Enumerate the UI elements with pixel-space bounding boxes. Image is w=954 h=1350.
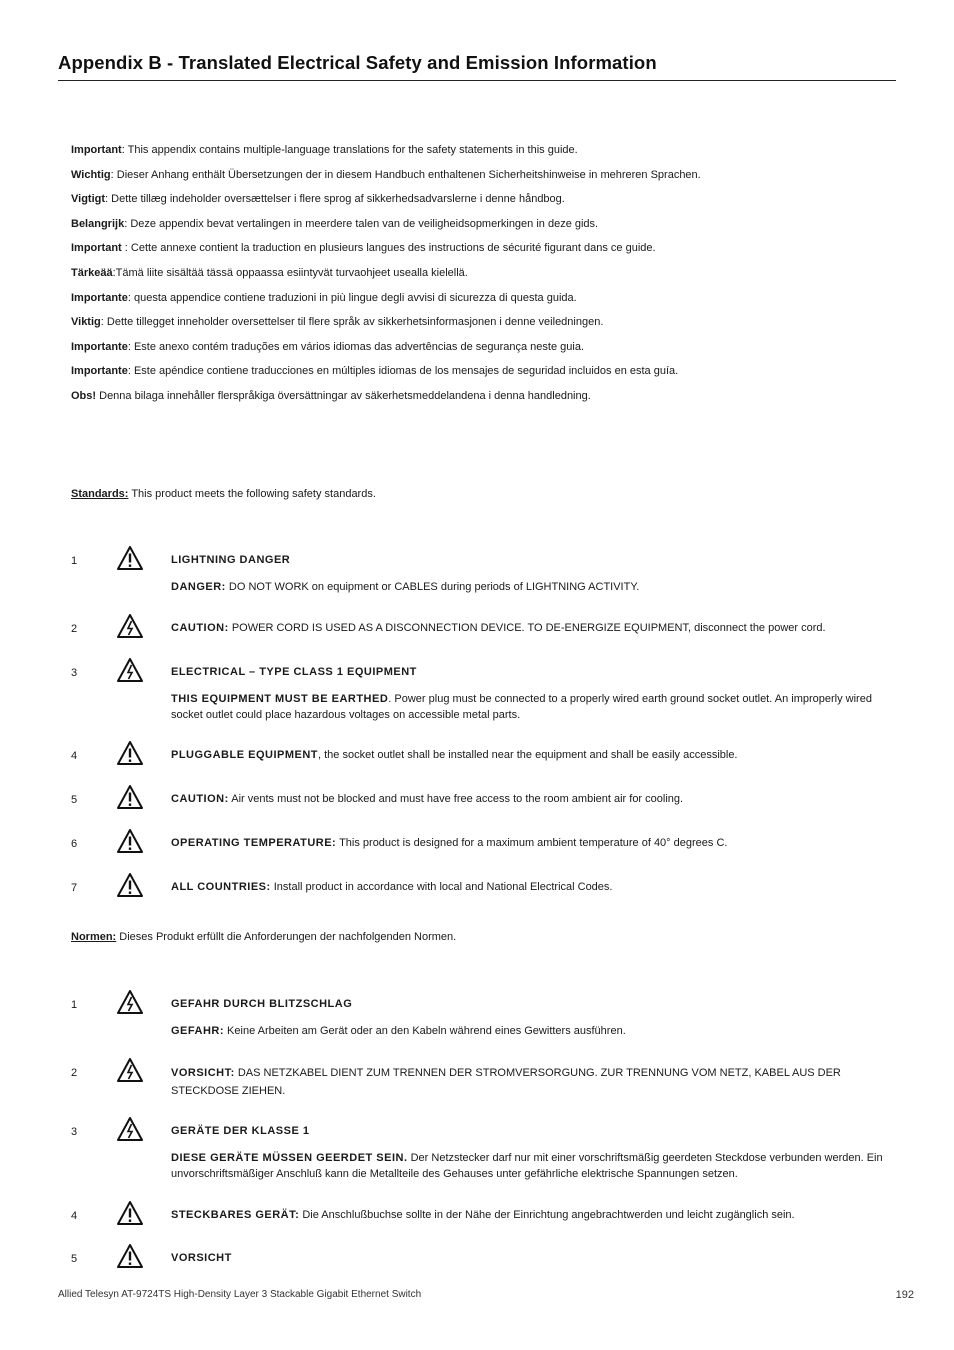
item-heading: LIGHTNING DANGER <box>171 554 291 566</box>
intro-translations <box>71 144 891 415</box>
lightning-warning-icon <box>116 1116 144 1142</box>
title-rule <box>58 80 896 81</box>
lightning-warning-icon <box>116 613 144 639</box>
item-subheading: GEFAHR: <box>171 1025 224 1037</box>
standards-label: Standards: <box>71 488 129 500</box>
intro-text: Dette tillegget inneholder oversettelser til flere språk av sikkerhetsinformasjonen i denne veiledningen. <box>106 316 604 329</box>
item-heading: CAUTION: <box>171 622 229 634</box>
item-heading-rest: Air vents must not be blocked and must have free access to the room ambient air for cooling. <box>228 793 684 805</box>
intro-sep: : <box>112 266 116 279</box>
item-number: 3 <box>71 1126 78 1138</box>
intro-line <box>71 169 891 194</box>
intro-label: Tärkeää <box>71 266 113 279</box>
page-number: 192 <box>895 1289 914 1301</box>
item-heading-rest: , the socket outlet shall be installed near the equipment and shall be easily accessible. <box>318 749 738 761</box>
item-subheading: THIS EQUIPMENT MUST BE EARTHED <box>171 693 389 705</box>
intro-label: Important <box>71 242 122 255</box>
item-text <box>171 996 891 1039</box>
intro-sep: : <box>100 316 107 329</box>
intro-text: Este anexo contém traduções em vários idiomas das advertências de segurança neste guia. <box>133 340 585 353</box>
item-text <box>171 1064 891 1100</box>
warning-triangle-icon <box>116 740 144 766</box>
intro-sep: : <box>110 168 117 181</box>
item-number: 6 <box>71 838 78 850</box>
item-subheading: DIESE GERÄTE MÜSSEN GEERDET SEIN. <box>171 1152 408 1164</box>
intro-line <box>71 390 891 415</box>
intro-text: Dieser Anhang enthält Übersetzungen der in diesem Handbuch enthaltenen Sicherheitshinweise in mehreren Sprachen. <box>116 168 701 181</box>
intro-line <box>71 316 891 341</box>
item-heading: OPERATING TEMPERATURE: <box>171 837 337 849</box>
item-heading-rest: Die Anschlußbuchse sollte in der Nähe der Einrichtung angebrachtwerden und leicht zugänglich sein. <box>299 1209 795 1221</box>
intro-sep: : <box>124 217 131 230</box>
item-text <box>171 552 891 595</box>
normen-label: Normen: <box>71 931 117 943</box>
item-heading-rest: POWER CORD IS USED AS A DISCONNECTION DEVICE. TO DE-ENERGIZE EQUIPMENT, disconnect the power cord. <box>228 622 826 634</box>
item-text <box>171 664 891 723</box>
item-number: 4 <box>71 750 78 762</box>
item-heading: ELECTRICAL – TYPE CLASS 1 EQUIPMENT <box>171 666 417 678</box>
item-number: 2 <box>71 623 78 635</box>
item-number: 5 <box>71 794 78 806</box>
intro-text: Tämä liite sisältää tässä oppaassa esiintyvät turvaohjeet usealla kielellä. <box>115 266 468 279</box>
intro-line <box>71 267 891 292</box>
intro-sep: : <box>105 193 112 206</box>
intro-sep: : <box>127 291 134 304</box>
item-subtext: Keine Arbeiten am Gerät oder an den Kabeln während eines Gewitters ausführen. <box>224 1025 626 1037</box>
item-text <box>171 1123 891 1182</box>
item-text <box>171 1250 891 1266</box>
item-heading: GEFAHR DURCH BLITZSCHLAG <box>171 998 353 1010</box>
item-heading-rest: DAS NETZKABEL DIENT ZUM TRENNEN DER STROMVERSORGUNG. ZUR TRENNUNG VOM NETZ, KABEL AUS DER STECKDOSE ZIEHEN. <box>171 1067 841 1097</box>
item-text <box>171 835 891 851</box>
intro-line <box>71 144 891 169</box>
intro-label: Important <box>71 144 122 156</box>
warning-triangle-icon <box>116 1243 144 1269</box>
intro-line <box>71 365 891 390</box>
intro-label: Importante <box>71 291 128 304</box>
item-text <box>171 1207 891 1223</box>
intro-label: Wichtig <box>71 168 111 181</box>
standards-heading <box>71 488 376 500</box>
item-heading: GERÄTE DER KLASSE 1 <box>171 1125 310 1137</box>
intro-label: Belangrijk <box>71 217 125 230</box>
item-number: 7 <box>71 882 78 894</box>
item-heading: STECKBARES GERÄT: <box>171 1209 300 1221</box>
intro-label: Vigtigt <box>71 193 106 206</box>
intro-text: Cette annexe contient la traduction en plusieurs langues des instructions de sécurité figurant dans ce guide. <box>130 242 656 255</box>
warning-triangle-icon <box>116 545 144 571</box>
item-subheading: DANGER: <box>171 581 226 593</box>
item-number: 1 <box>71 555 78 567</box>
warning-triangle-icon <box>116 784 144 810</box>
item-text <box>171 620 891 636</box>
item-heading: PLUGGABLE EQUIPMENT <box>171 749 319 761</box>
lightning-warning-icon <box>116 657 144 683</box>
item-number: 1 <box>71 999 78 1011</box>
intro-text: Este apéndice contiene traducciones en múltiples idiomas de los mensajes de seguridad incluidos en esta guía. <box>133 365 679 378</box>
intro-sep: : <box>121 242 131 255</box>
item-number: 4 <box>71 1210 78 1222</box>
lightning-warning-icon <box>116 1057 144 1083</box>
intro-text: Deze appendix bevat vertalingen in meerdere talen van de veiligheidsopmerkingen in deze gids. <box>130 217 599 230</box>
intro-label: Importante <box>71 365 128 378</box>
normen-text: Dieses Produkt erfüllt die Anforderungen der nachfolgenden Normen. <box>116 931 457 943</box>
standards-text: This product meets the following safety standards. <box>128 488 376 500</box>
intro-line <box>71 292 891 317</box>
intro-sep: : <box>127 340 134 353</box>
item-heading: VORSICHT: <box>171 1067 235 1079</box>
warning-triangle-icon <box>116 1200 144 1226</box>
footer-product-name: Allied Telesyn AT-9724TS High-Density Layer 3 Stackable Gigabit Ethernet Switch <box>58 1289 422 1300</box>
intro-label: Obs! <box>71 389 97 402</box>
item-heading-rest: Install product in accordance with local and National Electrical Codes. <box>270 881 613 893</box>
intro-line <box>71 341 891 366</box>
item-heading: VORSICHT <box>171 1252 232 1264</box>
intro-label: Viktig <box>71 316 101 329</box>
intro-text: Dette tillæg indeholder oversættelser i flere sprog af sikkerhedsadvarslerne i denne håndbog. <box>111 193 565 206</box>
item-subtext: DO NOT WORK on equipment or CABLES during periods of LIGHTNING ACTIVITY. <box>225 581 640 593</box>
normen-heading <box>71 931 456 943</box>
item-number: 5 <box>71 1253 78 1265</box>
item-heading: ALL COUNTRIES: <box>171 881 271 893</box>
item-text <box>171 791 891 807</box>
item-subtext: . Power plug must be connected to a properly wired earth ground socket outlet. An improperly wired socket outlet could place hazardous voltages on accessible metal parts. <box>171 693 872 721</box>
item-text <box>171 879 891 895</box>
intro-sep: : <box>121 144 128 156</box>
item-text <box>171 747 891 763</box>
item-number: 2 <box>71 1067 78 1079</box>
intro-sep: : <box>127 365 134 378</box>
item-number: 3 <box>71 667 78 679</box>
intro-text: questa appendice contiene traduzioni in più lingue degli avvisi di sicurezza di questa guida. <box>133 291 577 304</box>
warning-triangle-icon <box>116 872 144 898</box>
page-title: Appendix B - Translated Electrical Safety and Emission Information <box>58 52 657 73</box>
intro-line <box>71 193 891 218</box>
item-heading: CAUTION: <box>171 793 229 805</box>
intro-label: Importante <box>71 340 128 353</box>
item-subtext: Der Netzstecker darf nur mit einer vorschriftsmäßig geerdeten Steckdose verbunden werden. Ein unvorschriftsmäßiger Anschluß kann die Metallteile des Gehauses unter gefährliche elektrische Spannungen setzen. <box>171 1152 883 1180</box>
intro-line <box>71 218 891 243</box>
lightning-warning-icon <box>116 989 144 1015</box>
intro-line <box>71 242 891 267</box>
item-heading-rest: This product is designed for a maximum ambient temperature of 40° degrees C. <box>336 837 728 849</box>
warning-triangle-icon <box>116 828 144 854</box>
intro-text: Denna bilaga innehåller flerspråkiga översättningar av säkerhetsmeddelandena i denna handledning. <box>99 389 591 402</box>
intro-text: This appendix contains multiple-language translations for the safety statements in this guide. <box>127 144 578 156</box>
